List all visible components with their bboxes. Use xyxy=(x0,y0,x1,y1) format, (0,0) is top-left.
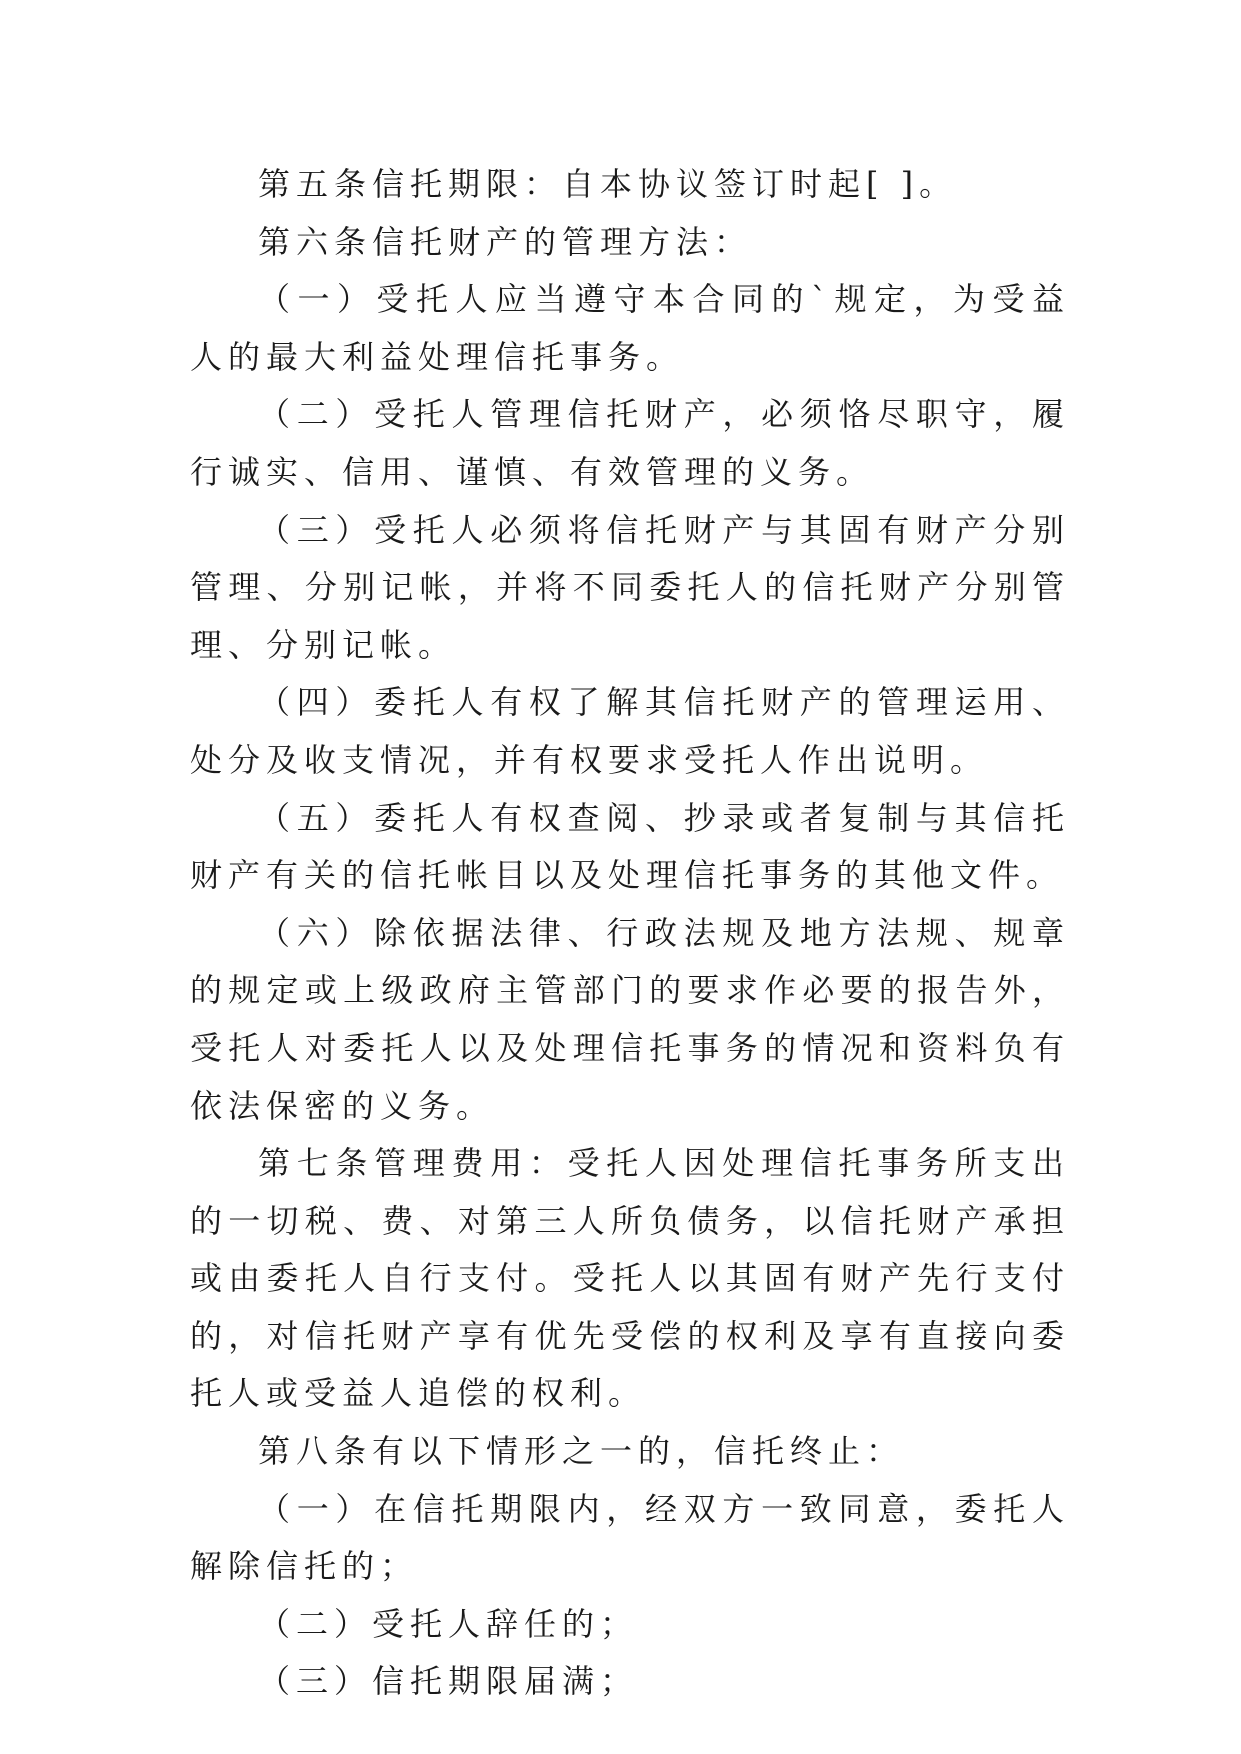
article-8-heading: 第八条有以下情形之一的，信托终止： xyxy=(258,1432,905,1471)
article-8-item-1: （一）在信托期限内，经双方一致同意，委托人解除信托的； xyxy=(190,1489,1070,1586)
article-6-item-1: （一）受托人应当遵守本合同的`规定，为受益人的最大利益处理信托事务。 xyxy=(190,280,1070,376)
document-body xyxy=(190,156,1070,1711)
article-5-term: 第五条信托期限：自本协议签订时起[ ]。 xyxy=(258,165,958,203)
article-6-item-2: （二）受托人管理信托财产，必须恪尽职守，履行诚实、信用、谨慎、有效管理的义务。 xyxy=(190,395,1070,491)
article-6-item-5: （五）委托人有权查阅、抄录或者复制与其信托财产有关的信托帐目以及处理信托事务的其他文件。 xyxy=(190,798,1070,895)
article-8-item-2: （二）受托人辞任的； xyxy=(258,1604,639,1643)
article-6-item-6: （六）除依据法律、行政法规及地方法规、规章的规定或上级政府主管部门的要求作必要的报告外，受托人对委托人以及处理信托事务的情况和资料负有依法保密的义务。 xyxy=(190,913,1070,1125)
article-8-item-3: （三）信托期限届满； xyxy=(258,1662,639,1701)
article-7-fees: 第七条管理费用：受托人因处理信托事务所支出的一切税、费、对第三人所负债务，以信托财产承担或由委托人自行支付。受托人以其固有财产先行支付的，对信托财产享有优先受偿的权利及享有直接向委托人或受益人追偿的权利。 xyxy=(190,1144,1070,1413)
article-6-item-3: （三）受托人必须将信托财产与其固有财产分别管理、分别记帐，并将不同委托人的信托财产分别管理、分别记帐。 xyxy=(190,510,1070,664)
article-6-item-4: （四）委托人有权了解其信托财产的管理运用、处分及收支情况，并有权要求受托人作出说明。 xyxy=(190,683,1070,779)
article-6-heading: 第六条信托财产的管理方法： xyxy=(258,222,753,261)
